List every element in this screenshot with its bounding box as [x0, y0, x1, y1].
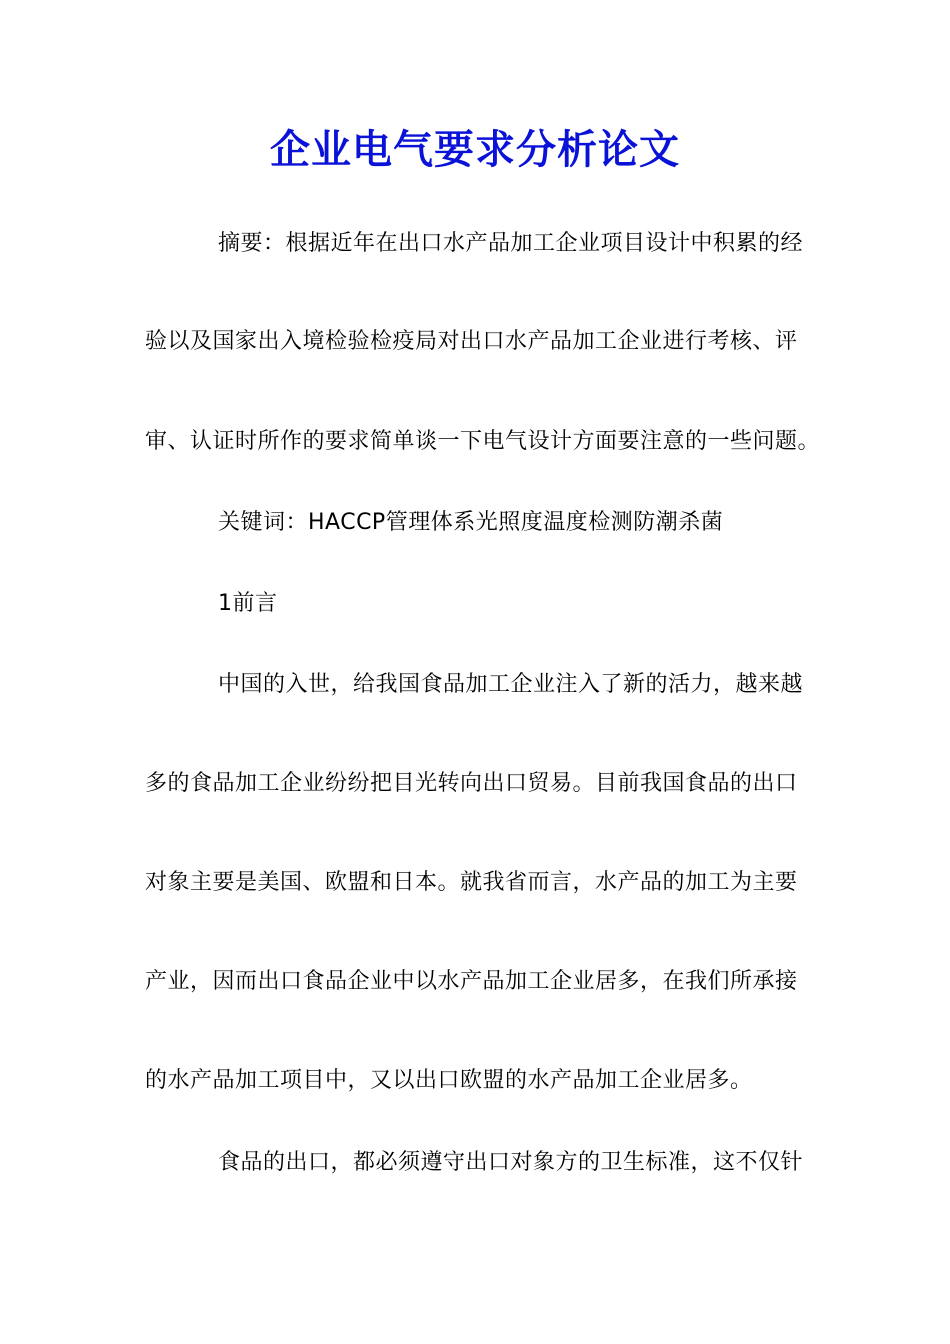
- abstract-line-3: 审、认证时所作的要求简单谈一下电气设计方面要注意的一些问题。: [145, 429, 821, 454]
- section-heading-preface: 1前言: [218, 591, 278, 616]
- keywords-line: 关键词：HACCP管理体系光照度温度检测防潮杀菌: [218, 510, 724, 535]
- paragraph-1-line-2: 多的食品加工企业纷纷把目光转向出口贸易。目前我国食品的出口: [145, 771, 798, 796]
- abstract-line-2: 验以及国家出入境检验检疫局对出口水产品加工企业进行考核、评: [145, 329, 798, 354]
- paragraph-1-line-5: 的水产品加工项目中，又以出口欧盟的水产品加工企业居多。: [145, 1068, 753, 1093]
- document-title: 企业电气要求分析论文: [270, 126, 680, 173]
- paragraph-1-line-1: 中国的入世，给我国食品加工企业注入了新的活力，越来越: [218, 672, 804, 697]
- paragraph-1-line-3: 对象主要是美国、欧盟和日本。就我省而言，水产品的加工为主要: [145, 870, 798, 895]
- paragraph-1-line-4: 产业，因而出口食品企业中以水产品加工企业居多，在我们所承接: [145, 969, 798, 994]
- paragraph-2-line-1: 食品的出口，都必须遵守出口对象方的卫生标准，这不仅针: [218, 1150, 804, 1175]
- abstract-line-1: 摘要：根据近年在出口水产品加工企业项目设计中积累的经: [218, 231, 804, 256]
